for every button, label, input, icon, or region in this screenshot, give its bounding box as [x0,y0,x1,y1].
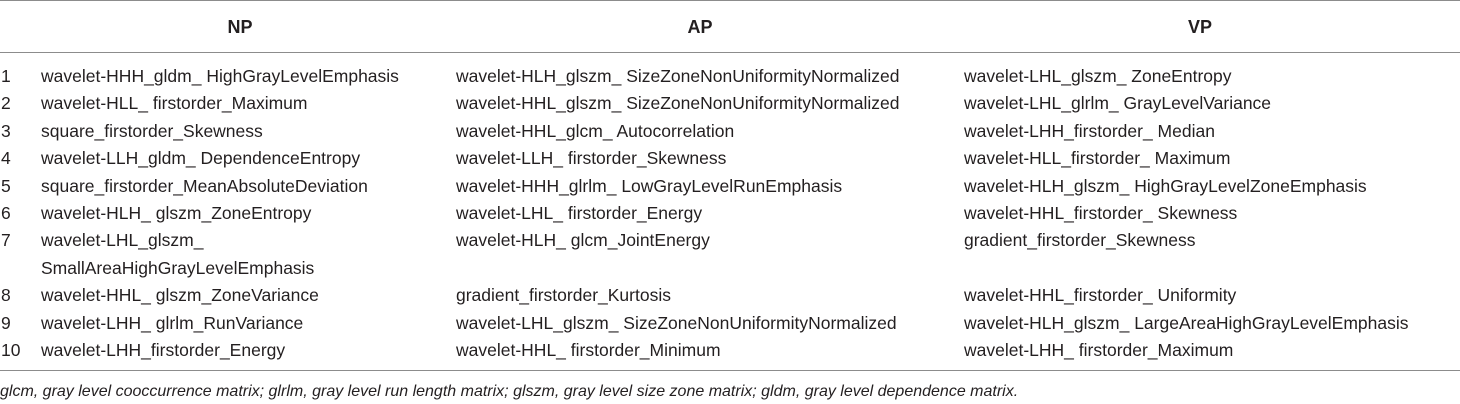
table-row [0,200,1460,227]
np-feature: wavelet-LHL_glszm_ SmallAreaHighGrayLevelEmphasis [41,230,315,278]
table-row [0,90,1460,117]
ap-feature: wavelet-LHL_glszm_ SizeZoneNonUniformityNormalized [456,312,897,333]
np-feature: wavelet-LLH_gldm_ DependenceEntropy [41,148,361,169]
vp-feature: wavelet-LHH_ firstorder_Maximum [964,340,1234,361]
header-rule [0,52,1460,53]
row-number: 5 [1,175,11,196]
vp-feature: wavelet-LHL_glrlm_ GrayLevelVariance [964,93,1272,114]
row-number: 10 [1,340,21,361]
ap-feature: wavelet-LHL_ firstorder_Energy [456,203,703,224]
table-row [0,173,1460,200]
vp-feature: wavelet-HLH_glszm_ LargeAreaHighGrayLevelEmphasis [964,312,1409,333]
np-feature: wavelet-HLL_ firstorder_Maximum [41,93,308,114]
vp-feature: gradient_firstorder_Skewness [964,230,1196,251]
column-header-vp: VP [1187,17,1212,37]
row-number: 3 [1,120,11,141]
row-number: 9 [1,312,11,333]
vp-feature: wavelet-LHH_firstorder_ Median [964,120,1215,141]
ap-feature: wavelet-HHL_ firstorder_Minimum [456,340,721,361]
column-header-ap: AP [687,17,713,37]
ap-feature: wavelet-HHH_glrlm_ LowGrayLevelRunEmphasis [456,175,843,196]
table-row [0,310,1460,337]
ap-feature: wavelet-HLH_ glcm_JointEnergy [456,230,710,251]
vp-feature: wavelet-HHL_firstorder_ Uniformity [964,285,1237,306]
ap-feature: wavelet-HLH_glszm_ SizeZoneNonUniformityNormalized [456,66,900,86]
vp-feature: wavelet-LHL_glszm_ ZoneEntropy [964,66,1232,86]
row-number: 4 [1,148,11,169]
row-number: 7 [1,230,11,251]
vp-feature: wavelet-HHL_firstorder_ Skewness [964,203,1238,224]
np-feature: wavelet-LHH_firstorder_Energy [41,340,286,361]
row-number: 6 [1,203,11,224]
row-number: 1 [1,66,11,86]
vp-feature: wavelet-HLH_glszm_ HighGrayLevelZoneEmphasis [964,175,1367,196]
table-row [0,145,1460,172]
np-feature: wavelet-HHL_ glszm_ZoneVariance [41,285,319,306]
table-row [0,337,1460,364]
ap-feature: wavelet-HHL_glszm_ SizeZoneNonUniformityNormalized [456,93,900,114]
row-number: 8 [1,285,11,306]
table-bottom-rule [0,370,1460,371]
column-header-np: NP [227,17,253,37]
np-feature: square_firstorder_MeanAbsoluteDeviation [41,175,368,196]
np-feature: wavelet-HHH_gldm_ HighGrayLevelEmphasis [41,66,399,86]
table-row [0,282,1460,309]
vp-feature: wavelet-HLL_firstorder_ Maximum [964,148,1231,169]
feature-table [0,63,1460,364]
ap-feature: wavelet-HHL_glcm_ Autocorrelation [456,120,735,141]
np-feature: wavelet-HLH_ glszm_ZoneEntropy [41,203,312,224]
table-top-rule [0,0,1460,1]
np-feature: wavelet-LHH_ glrlm_RunVariance [41,312,304,333]
table-row [0,227,1460,282]
np-feature: square_firstorder_Skewness [41,120,263,141]
row-number: 2 [1,93,11,114]
ap-feature: wavelet-LLH_ firstorder_Skewness [456,148,727,169]
table-row [0,63,1460,90]
table-footnote: glcm, gray level cooccurrence matrix; glrlm, gray level run length matrix; glszm, gray level size zone matrix; gldm, gray level dependence matrix. [0,383,1019,400]
ap-feature: gradient_firstorder_Kurtosis [456,285,671,306]
table-row [0,118,1460,145]
